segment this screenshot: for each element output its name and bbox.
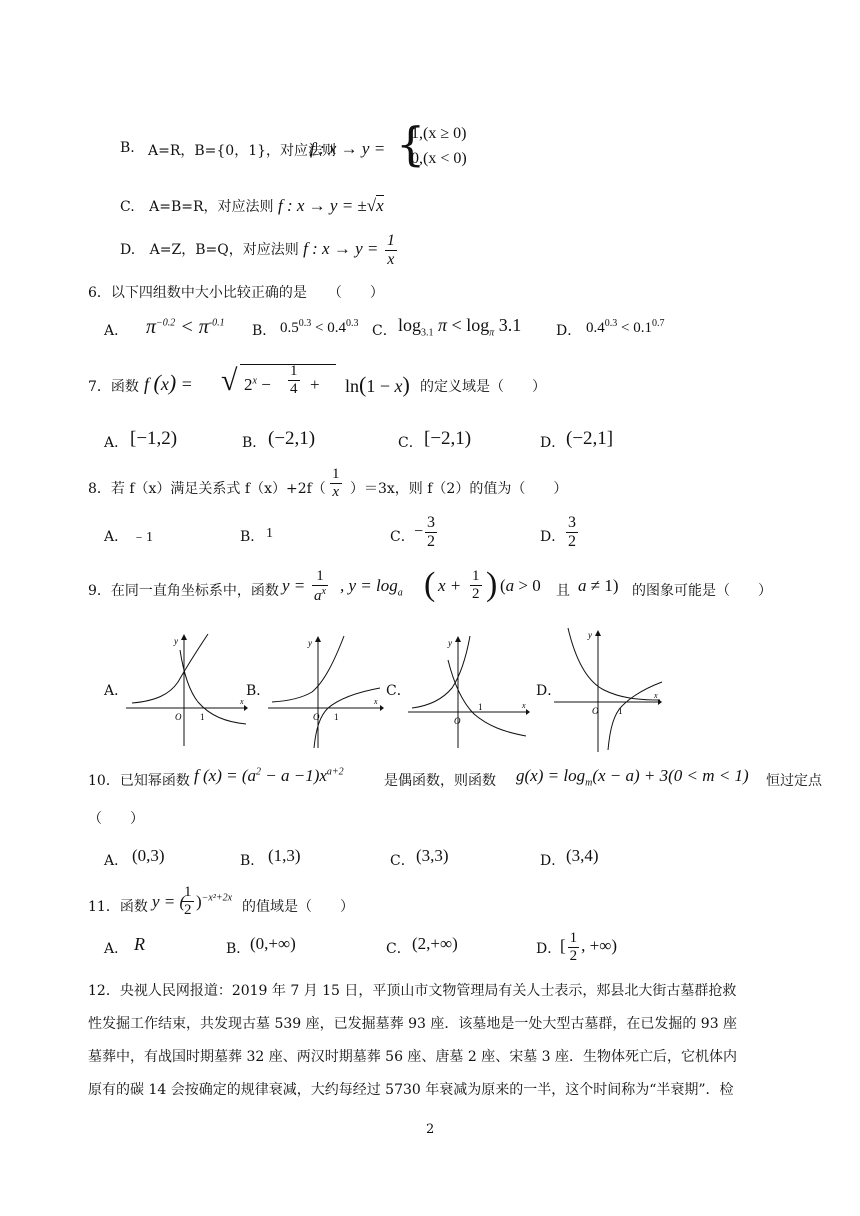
q8-option-a-label: A． — [104, 529, 129, 545]
q7-radicand: $2^x$ − $\frac{1}{4}$ + — [240, 364, 336, 405]
q10-option-a-value: (0,3) — [132, 846, 165, 865]
q10-stem-a: 10．已知幂函数 — [88, 773, 190, 789]
svg-text:O: O — [175, 712, 182, 722]
q5-b-map: f : x → y = — [310, 139, 386, 158]
q9-graph-c — [408, 632, 530, 748]
q7-option-b-value: (−2,1) — [268, 428, 316, 449]
q5-b-brace: { — [396, 117, 426, 171]
q6-options — [104, 315, 804, 348]
q7-option-b-label: B． — [242, 435, 267, 451]
q8-stem-a: 8．若 f（x）满足关系式 f（x）+2f（ — [88, 481, 326, 497]
q8-stem-b: ）＝3x，则 f（2）的值为（ ） — [350, 481, 568, 497]
q7-function: f (x) = — [144, 370, 193, 395]
q5-b-case1: 1,(x ≥ 0) — [411, 125, 467, 142]
q6-option-a-label: A． — [104, 323, 129, 339]
q11-option-a-value: R — [134, 934, 145, 954]
q9-stem-b: 且 — [556, 583, 570, 599]
q8-option-c-label: C． — [390, 529, 415, 545]
svg-text:x: x — [654, 691, 658, 700]
q10-option-b-label: B． — [240, 853, 265, 869]
q12-line-2: 性发掘工作结束，共发现古墓 539 座，已发掘墓葬 93 座．该墓地是一处大型古墓群，在已发掘的 93 座 — [88, 1016, 738, 1032]
q7-stem-prefix: 7．函数 — [88, 379, 139, 395]
svg-text:y: y — [448, 638, 452, 648]
q11-options — [104, 930, 804, 970]
q6-option-b-label: B． — [252, 323, 277, 339]
q9-stem-c: 的图象可能是（ ） — [632, 583, 772, 599]
q9-func-y1: y = — [282, 576, 306, 595]
q11-option-d-label: D． — [536, 941, 562, 957]
q10-stem-b: 是偶函数，则函数 — [384, 773, 496, 789]
q11-option-d-value: [ $\frac{1}{2}$ , +∞) — [560, 930, 618, 964]
q10-option-b-value: (1,3) — [268, 846, 301, 865]
q5-option-c — [120, 196, 384, 216]
q7-sqrt: √ — [221, 364, 238, 397]
q5-b-case2: 0,(x < 0) — [411, 150, 467, 167]
q10-options — [104, 846, 804, 876]
q8-option-b-label: B． — [240, 529, 265, 545]
q11-option-c-label: C． — [386, 941, 411, 957]
page-number: 2 — [426, 1122, 435, 1137]
q8-option-a-value: ﹣1 — [132, 530, 153, 545]
q12-line-4: 原有的碳 14 会按确定的规律衰减，大约每经过 5730 年衰减为原来的一半，这个时间称为“半衰期”．检 — [88, 1082, 734, 1098]
q7-option-d-value: (−2,1] — [566, 428, 614, 449]
q8-option-d-value: $\frac{3}{2}$ — [568, 514, 576, 550]
q7-option-c-value: [−2,1) — [424, 428, 472, 449]
q10-option-d-label: D． — [540, 853, 566, 869]
q11-func: y = ( — [152, 892, 186, 911]
q6-option-d-expr: $0.4^{0.3} < 0.1^{0.7}$ — [586, 318, 665, 336]
svg-text:1: 1 — [334, 712, 339, 722]
q5-option-d — [120, 232, 399, 268]
q5-d-label: D. — [120, 242, 136, 259]
svg-text:y: y — [308, 638, 312, 648]
svg-text:y: y — [174, 636, 178, 646]
q10-option-d-value: (3,4) — [566, 846, 599, 865]
q10-option-c-label: C． — [390, 853, 415, 869]
q11-option-a-label: A． — [104, 941, 129, 957]
q9-func-y2: , $y = \log_a$ — [340, 576, 403, 599]
q5-c-label: C. — [120, 199, 135, 215]
q6-option-c-expr: $\log_{3.1} \pi < \log_\pi 3.1$ — [398, 315, 522, 339]
q12-line-3: 墓葬中，有战国时期墓葬 32 座、两汉时期墓葬 56 座、唐墓 2 座、宋墓 3 座．生物体死亡后，它机体内 — [88, 1049, 738, 1065]
q7-ln: ln(1 − x) — [345, 372, 410, 397]
q12-line-1: 12．央视人民网报道：2019 年 7 月 15 日，平顶山市文物管理局有关人士表示，郏县北大街古墓群抢救 — [88, 983, 737, 999]
q7-option-d-label: D． — [540, 435, 566, 451]
q9-inner-x: x + — [438, 576, 462, 595]
q9-option-b-label: B． — [246, 683, 271, 699]
q9-paren-open: ( — [424, 566, 436, 603]
svg-text:O: O — [454, 716, 461, 726]
svg-text:O: O — [313, 712, 320, 722]
svg-text:x: x — [522, 701, 526, 710]
q11-fraction: $\frac{1}{2}$ — [184, 884, 192, 918]
q8-option-c-value: − $\frac{3}{2}$ — [414, 514, 436, 550]
q5-b-label: B. — [120, 140, 135, 156]
q11-option-b-label: B． — [226, 941, 251, 957]
q11-option-c-value: (2,+∞) — [412, 934, 458, 953]
q10-stem-c: 恒过定点 — [766, 773, 822, 789]
q9-cond-2: a ≠ 1) — [578, 576, 619, 595]
q7-options — [104, 428, 804, 458]
q10-power-func: f $(x) = (a^2 - a -1)x^{a+2}$ — [194, 766, 344, 785]
q7-option-c-label: C． — [398, 435, 423, 451]
q7-option-a-label: A． — [104, 435, 129, 451]
q5-b-text: A=R，B={0，1}，对应法则 — [148, 143, 337, 159]
q6-stem: 6．以下四组数中大小比较正确的是 （ ） — [88, 285, 384, 301]
q9-option-c-label: C． — [386, 683, 411, 699]
svg-text:1: 1 — [200, 712, 205, 722]
q10-log-func: $g(x) = \log_m(x - a) + 3(0 < m < 1)$ — [516, 766, 749, 789]
q9-func-frac: $\frac{1}{a^x}$ — [314, 568, 326, 604]
svg-text:x: x — [374, 697, 378, 706]
q6-option-d-label: D． — [556, 323, 582, 339]
q7-option-a-value: [−1,2) — [130, 428, 178, 449]
q9-option-d-label: D． — [536, 683, 562, 699]
q6-option-b-expr: $0.5^{0.3} < 0.4^{0.3}$ — [280, 318, 359, 336]
q6-option-a-expr: $\pi^{-0.2} < \pi^{-0.1}$ — [146, 316, 225, 338]
svg-text:O: O — [592, 706, 599, 716]
q6-option-c-label: C． — [372, 323, 397, 339]
q10-option-c-value: (3,3) — [416, 846, 449, 865]
q10-stem-tail: （ ） — [88, 811, 144, 827]
q9-graph-a — [126, 630, 248, 746]
q5-c-map: f : x → y = ±√x — [277, 196, 384, 215]
svg-text:1: 1 — [478, 702, 483, 712]
q9-inner-frac: $\frac{1}{2}$ — [472, 568, 480, 602]
q9-stem-a: 9．在同一直角坐标系中，函数 — [88, 583, 279, 599]
q9-paren-close: ) — [486, 566, 498, 603]
q5-d-text: A=Z，B=Q，对应法则 — [149, 242, 299, 259]
q9-graph-b — [268, 632, 384, 748]
q9-option-a-label: A． — [104, 683, 129, 699]
svg-text:1: 1 — [618, 706, 623, 716]
q5-d-fraction: $\frac{1}{x}$ — [386, 232, 395, 268]
q8-option-b-value: 1 — [266, 526, 273, 541]
q11-exp: )$^{-x^2+2x}$ — [196, 892, 233, 911]
q11-stem-b: 的值域是（ ） — [242, 899, 354, 915]
q9-graph-d — [554, 626, 666, 752]
q9-cond-1: (a > 0 — [500, 576, 541, 595]
q11-option-b-value: (0,+∞) — [250, 934, 296, 953]
q5-d-map: f : x → y = — [303, 239, 379, 259]
q8-fraction: $\frac{1}{x}$ — [332, 466, 340, 500]
q8-options — [104, 514, 804, 560]
svg-text:x: x — [240, 697, 244, 706]
q10-option-a-label: A． — [104, 853, 129, 869]
q7-stem-suffix: 的定义域是（ ） — [420, 379, 546, 395]
q8-option-d-label: D． — [540, 529, 566, 545]
q5-c-text: A=B=R，对应法则 — [149, 199, 274, 215]
svg-text:y: y — [588, 630, 592, 640]
q11-stem-a: 11．函数 — [88, 899, 148, 915]
